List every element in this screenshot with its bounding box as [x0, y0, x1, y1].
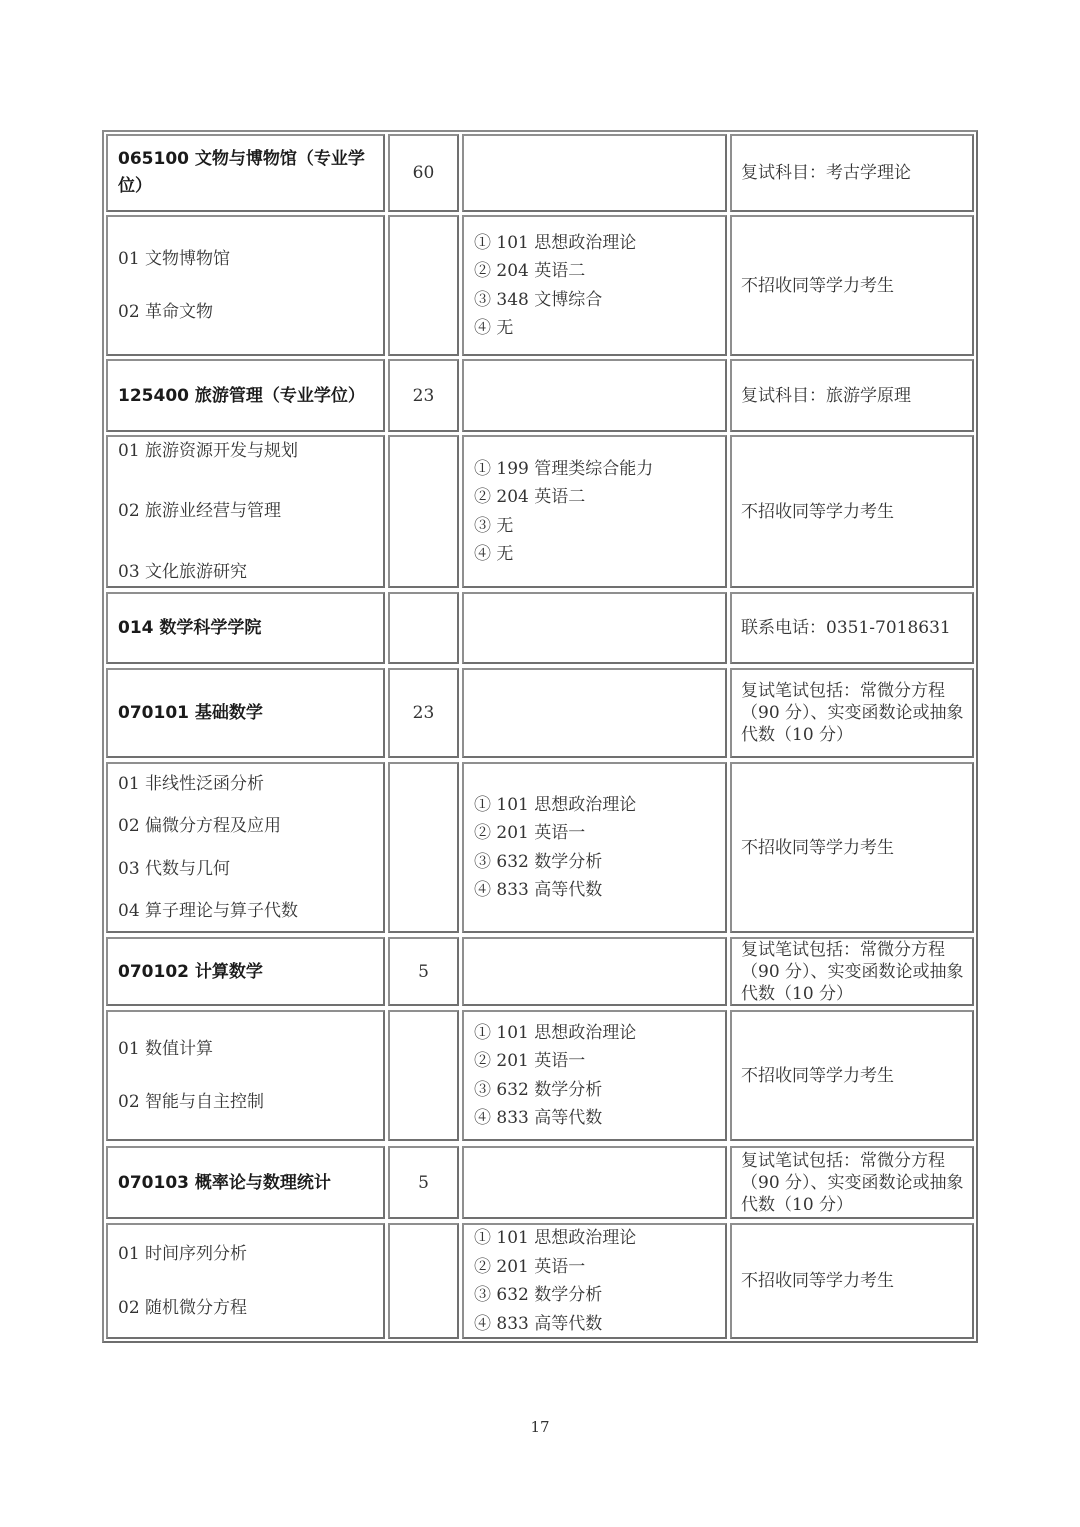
remarks-cell — [730, 134, 974, 212]
enrollment-count-cell — [388, 134, 459, 212]
enrollment-count-cell — [388, 762, 459, 933]
direction-item: 02 偏微分方程及应用 — [118, 816, 282, 836]
remarks: 不招收同等学力考生 — [741, 501, 894, 522]
research-directions-cell — [106, 1223, 385, 1339]
direction-item: 04 算子理论与算子代数 — [118, 901, 299, 921]
subject-item: ④ 833 高等代数 — [474, 1108, 603, 1128]
exam-subjects-cell — [462, 592, 727, 664]
remarks-cell — [730, 215, 974, 356]
major-name: 070102 计算数学 — [118, 961, 263, 982]
enrollment-count-cell — [388, 1146, 459, 1219]
enrollment-count-cell — [388, 215, 459, 356]
subject-item: ① 101 思想政治理论 — [474, 1228, 637, 1248]
subject-item: ③ 无 — [474, 515, 514, 536]
enrollment-count-cell — [388, 1223, 459, 1339]
subject-item: ① 101 思想政治理论 — [474, 1022, 637, 1043]
direction-item: 02 旅游业经营与管理 — [118, 501, 282, 522]
enrollment-count-cell — [388, 937, 459, 1006]
enrollment-count: 5 — [418, 961, 429, 982]
research-directions-cell — [106, 762, 385, 933]
major-name-cell — [106, 668, 385, 758]
remarks: 复试笔试包括：常微分方程（90 分）、实变函数论或抽象代数（10 分） — [741, 1150, 964, 1215]
school-name-cell — [106, 592, 385, 664]
direction-item: 02 智能与自主控制 — [118, 1092, 265, 1112]
enrollment-count: 5 — [418, 1172, 429, 1193]
subject-item: ③ 632 数学分析 — [474, 1285, 603, 1305]
remarks-cell — [730, 1146, 974, 1219]
exam-subjects-cell — [462, 668, 727, 758]
school-name: 014 数学科学学院 — [118, 618, 262, 638]
direction-item: 03 文化旅游研究 — [118, 561, 248, 582]
subject-item: ① 199 管理类综合能力 — [474, 458, 654, 479]
research-directions-cell — [106, 1010, 385, 1141]
exam-subjects-cell — [462, 762, 727, 933]
major-name-cell — [106, 937, 385, 1006]
enrollment-count: 23 — [412, 703, 435, 723]
direction-item: 01 非线性泛函分析 — [118, 773, 265, 794]
exam-subjects-cell — [462, 937, 727, 1006]
remarks: 不招收同等学力考生 — [741, 1271, 894, 1291]
remarks: 复试科目：旅游学原理 — [741, 385, 911, 406]
remarks-cell — [730, 359, 974, 432]
subject-item: ③ 348 文博综合 — [474, 289, 603, 310]
subject-item: ③ 632 数学分析 — [474, 851, 603, 872]
exam-subjects-cell — [462, 215, 727, 356]
direction-item: 02 随机微分方程 — [118, 1297, 248, 1318]
remarks: 不招收同等学力考生 — [741, 837, 894, 858]
subject-item: ④ 833 高等代数 — [474, 880, 603, 900]
direction-item: 01 时间序列分析 — [118, 1244, 248, 1264]
remarks-cell — [730, 1223, 974, 1339]
exam-subjects-cell — [462, 1010, 727, 1141]
major-name: 125400 旅游管理（专业学位） — [118, 385, 365, 406]
subject-item: ① 101 思想政治理论 — [474, 794, 637, 815]
subject-item: ② 201 英语一 — [474, 1256, 586, 1277]
enrollment-count: 60 — [412, 163, 435, 183]
exam-subjects-cell — [462, 1146, 727, 1219]
enrollment-count-cell — [388, 1010, 459, 1141]
remarks-cell — [730, 1010, 974, 1141]
enrollment-count-cell — [388, 435, 459, 588]
subject-item: ④ 833 高等代数 — [474, 1313, 603, 1334]
major-name: 065100 文物与博物馆（专业学位） — [118, 149, 365, 196]
exam-subjects-cell — [462, 435, 727, 588]
contact-phone-cell — [730, 592, 974, 664]
research-directions-cell — [106, 435, 385, 588]
subject-item: ② 204 英语二 — [474, 487, 586, 507]
contact-phone: 联系电话：0351-7018631 — [741, 618, 951, 638]
remarks: 复试笔试包括：常微分方程（90 分）、实变函数论或抽象代数（10 分） — [741, 681, 964, 745]
remarks: 不招收同等学力考生 — [741, 275, 894, 296]
remarks-cell — [730, 762, 974, 933]
subject-item: ② 204 英语二 — [474, 261, 586, 281]
enrollment-count-cell — [388, 592, 459, 664]
direction-item: 01 旅游资源开发与规划 — [118, 440, 299, 461]
page-number: 17 — [530, 1418, 550, 1436]
major-name-cell — [106, 134, 385, 212]
major-name: 070101 基础数学 — [118, 703, 263, 723]
research-directions-cell — [106, 215, 385, 356]
remarks-cell — [730, 668, 974, 758]
remarks-cell — [730, 937, 974, 1006]
direction-item: 01 数值计算 — [118, 1038, 214, 1059]
exam-subjects-cell — [462, 134, 727, 212]
remarks-cell — [730, 435, 974, 588]
major-name-cell — [106, 359, 385, 432]
exam-subjects-cell — [462, 1223, 727, 1339]
enrollment-count-cell — [388, 359, 459, 432]
enrollment-count-cell — [388, 668, 459, 758]
subject-item: ② 201 英语一 — [474, 1051, 586, 1071]
subject-item: ④ 无 — [474, 544, 514, 564]
remarks: 不招收同等学力考生 — [741, 1065, 894, 1086]
direction-item: 01 文物博物馆 — [118, 248, 231, 269]
subject-item: ④ 无 — [474, 318, 514, 338]
exam-subjects-cell — [462, 359, 727, 432]
direction-item: 03 代数与几何 — [118, 858, 231, 879]
major-name-cell — [106, 1146, 385, 1219]
enrollment-count: 23 — [412, 385, 435, 406]
major-name: 070103 概率论与数理统计 — [118, 1172, 331, 1193]
subject-item: ① 101 思想政治理论 — [474, 232, 637, 253]
remarks: 复试笔试包括：常微分方程（90 分）、实变函数论或抽象代数（10 分） — [741, 939, 964, 1004]
subject-item: ② 201 英语一 — [474, 823, 586, 843]
direction-item: 02 革命文物 — [118, 302, 214, 322]
remarks: 复试科目：考古学理论 — [741, 163, 911, 183]
subject-item: ③ 632 数学分析 — [474, 1079, 603, 1100]
